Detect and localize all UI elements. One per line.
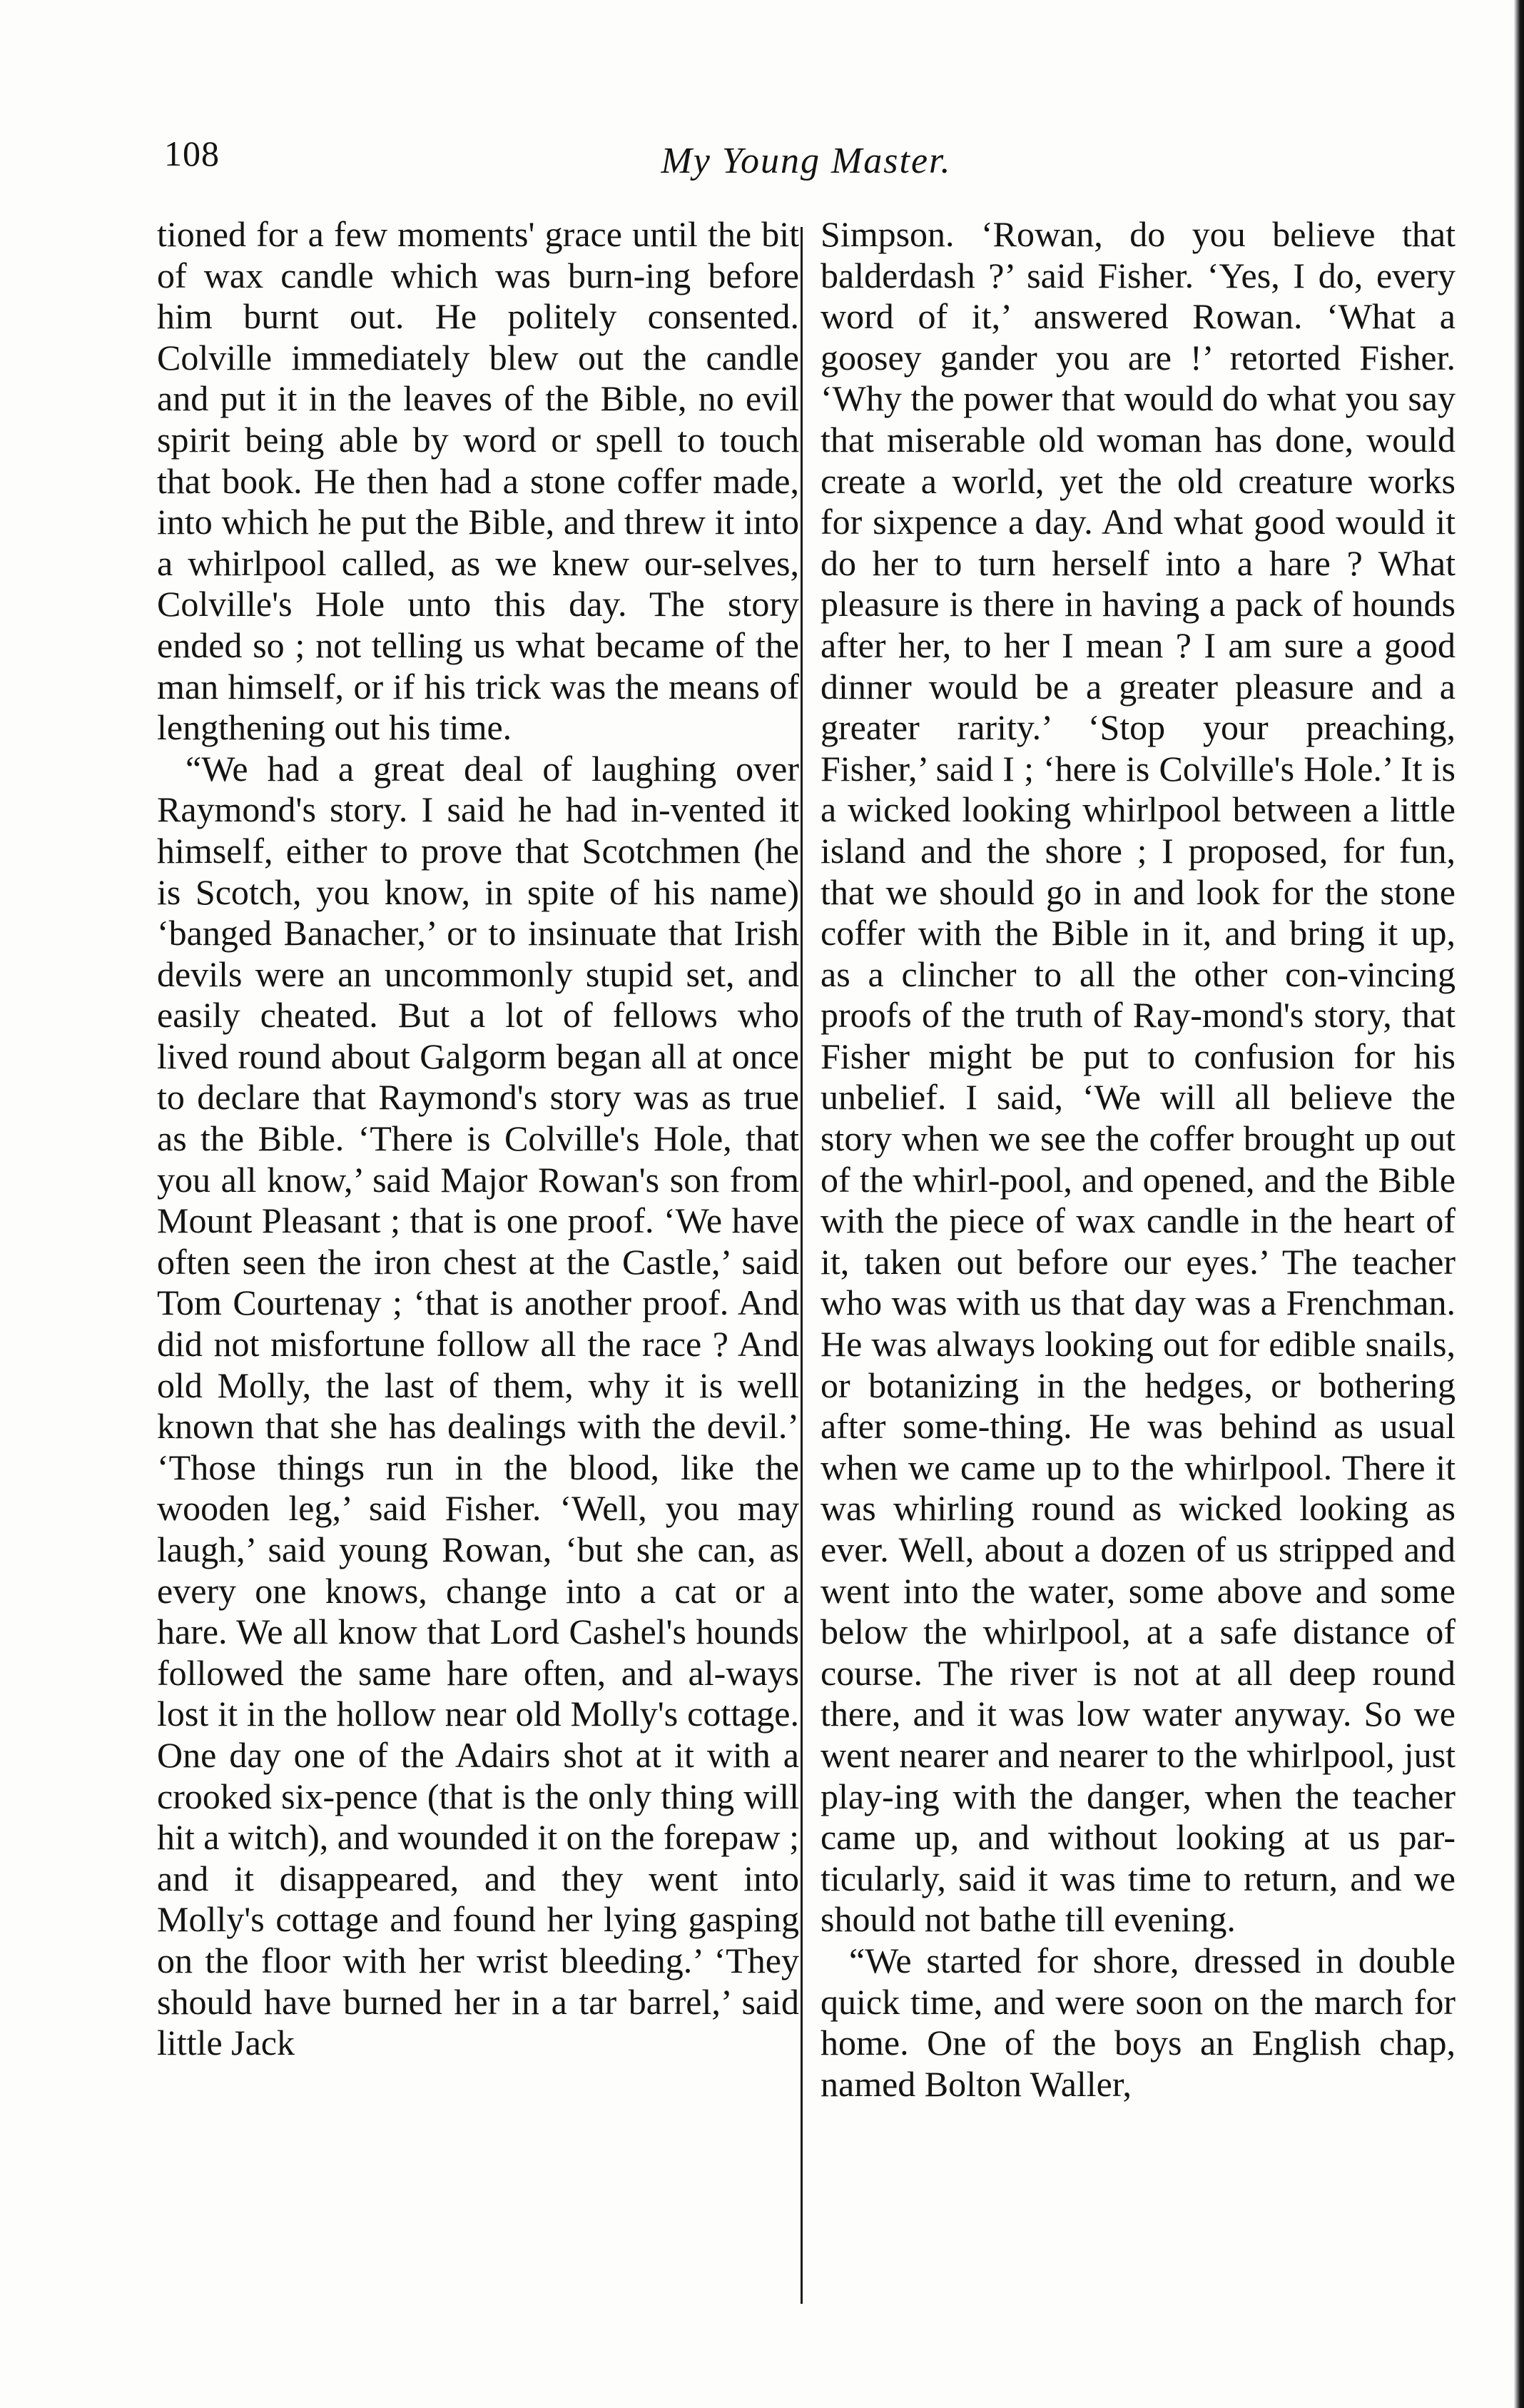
- right-column: [821, 214, 1456, 2312]
- paragraph: “We had a great deal of laughing over Raymond's story. I said he had in-vented it himself, either to prove that Scotchmen (he is Scotch, you know, in spite of his name) ‘banged Banacher,’ or to insinuate that Irish devils were an uncommonly stupid set, and easily cheated. But a lot of fellows who lived round about Galgorm began all at once to declare that Raymond's story was as true as the Bible. ‘There is Colville's Hole, that you all know,’ said Major Rowan's son from Mount Pleasant ; that is one proof. ‘We have often seen the iron chest at the Castle,’ said Tom Courtenay ; ‘that is another proof. And did not misfortune follow all the race ? And old Molly, the last of them, why it is well known that she has dealings with the devil.’ ‘Those things run in the blood, like the wooden leg,’ said Fisher. ‘Well, you may laugh,’ said young Rowan, ‘but she can, as every one knows, change into a cat or a hare. We all know that Lord Cashel's hounds followed the same hare often, and al-ways lost it in the hollow near old Molly's cottage. One day one of the Adairs shot at it with a crooked six-pence (that is the only thing will hit a witch), and wounded it on the forepaw ; and it disappeared, and they went into Molly's cottage and found her lying gasping on the floor with her wrist bleeding.’ ‘They should have burned her in a tar barrel,’ said little Jack: [157, 748, 799, 2063]
- left-column: [157, 214, 799, 2312]
- page-number: 108: [164, 133, 220, 173]
- paragraph: “We started for shore, dressed in double quick time, and were soon on the march for home. One of the boys an English chap, named Bolton Waller,: [821, 1940, 1456, 2104]
- page-edge-shadow: [1514, 0, 1524, 2408]
- paragraph: Simpson. ‘Rowan, do you believe that balderdash ?’ said Fisher. ‘Yes, I do, every word of it,’ answered Rowan. ‘What a goosey gander you are !’ retorted Fisher. ‘Why the power that would do what you say that miserable old woman has done, would create a world, yet the old creature works for sixpence a day. And what good would it do her to turn herself into a hare ? What pleasure is there in having a pack of hounds after her, to her I mean ? I am sure a good dinner would be a greater pleasure and a greater rarity.’ ‘Stop your preaching, Fisher,’ said I ; ‘here is Colville's Hole.’ It is a wicked looking whirlpool between a little island and the shore ; I proposed, for fun, that we should go in and look for the stone coffer with the Bible in it, and bring it up, as a clincher to all the other con-vincing proofs of the truth of Ray-mond's story, that Fisher might be put to confusion for his unbelief. I said, ‘We will all believe the story when we see the coffer brought up out of the whirl-pool, and opened, and the Bible with the piece of wax candle in the heart of it, taken out before our eyes.’ The teacher who was with us that day was a Frenchman. He was always looking out for edible snails, or botanizing in the hedges, or bothering after some-thing. He was behind as usual when we came up to the whirlpool. There it was whirling round as wicked looking as ever. Well, about a dozen of us stripped and went into the water, some above and some below the whirlpool, at a safe distance of course. The river is not at all deep round there, and it was low water anyway. So we went nearer and nearer to the whirlpool, just play-ing with the danger, when the teacher came up, and without looking at us par-ticularly, said it was time to return, and we should not bathe till evening.: [821, 214, 1456, 1940]
- column-divider: [801, 227, 803, 2304]
- paragraph: tioned for a few moments' grace until the bit of wax candle which was burn-ing before him burnt out. He politely consented. Colville immediately blew out the candle and put it in the leaves of the Bible, no evil spirit being able by word or spell to touch that book. He then had a stone coffer made, into which he put the Bible, and threw it into a whirlpool called, as we knew our-selves, Colville's Hole unto this day. The story ended so ; not telling us what became of the man himself, or if his trick was the means of lengthening out his time.: [157, 214, 799, 748]
- running-title: My Young Master.: [661, 141, 952, 181]
- running-head: [157, 133, 1456, 190]
